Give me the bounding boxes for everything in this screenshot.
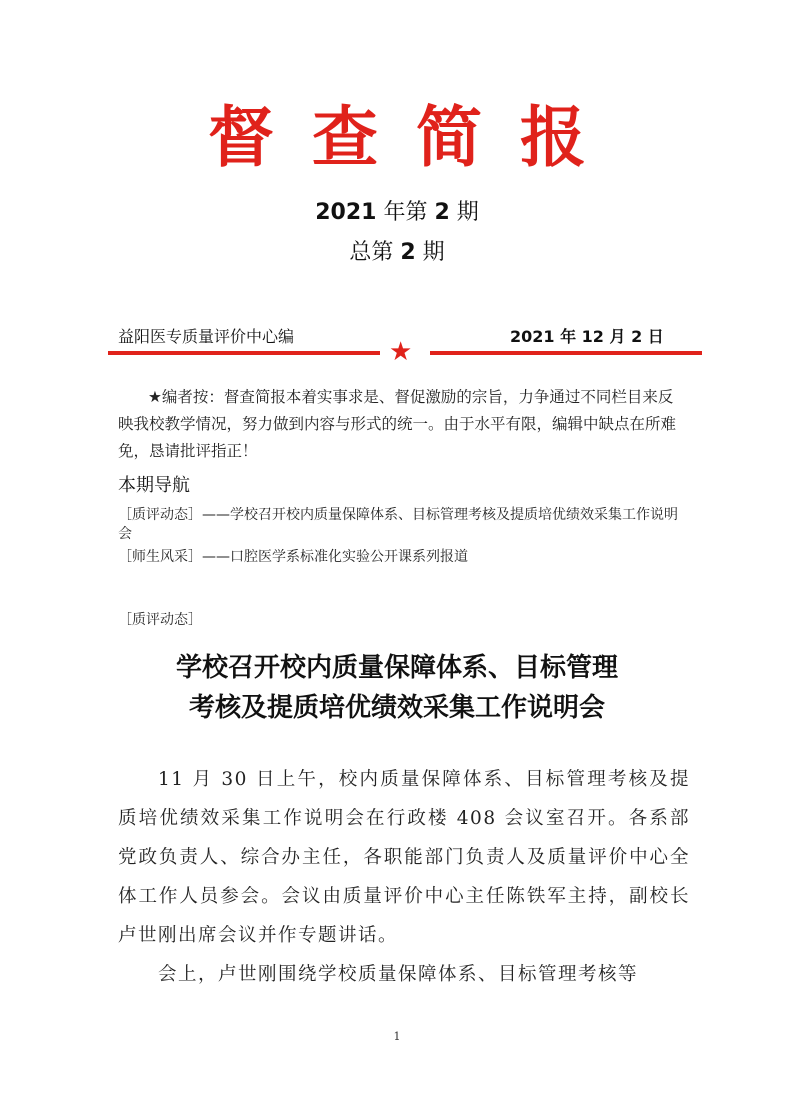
editor-name: 益阳医专质量评价中心编 bbox=[118, 327, 295, 346]
editor-note: ★编者按：督查简报本着实事求是、督促激励的宗旨，力争通过不同栏目来反映我校教学情况，努力做到内容与形式的统一。由于水平有限，编辑中缺点在所难免，恳请批评指正！ bbox=[118, 388, 677, 460]
issue-year-suffix: 年第 bbox=[383, 200, 428, 225]
guide-item: ［师生风采］——口腔医学系标准化实验公开课系列报道 bbox=[118, 549, 468, 565]
article-paragraph: 会上，卢世刚围绕学校质量保障体系、目标管理考核等 bbox=[158, 964, 639, 985]
issue-year: 2021 bbox=[315, 200, 377, 225]
total-prefix: 总第 bbox=[349, 240, 394, 265]
guide-list bbox=[118, 506, 688, 571]
article-title-line: 学校召开校内质量保障体系、目标管理 bbox=[175, 653, 618, 683]
guide-item: ［质评动态］——学校召开校内质量保障体系、目标管理考核及提质培优绩效采集工作说明会 bbox=[118, 507, 678, 542]
star-icon: ★ bbox=[389, 337, 413, 367]
guide-title: 本期导航 bbox=[118, 475, 190, 496]
issue-line bbox=[0, 198, 794, 228]
issue-date: 2021 年 12 月 2 日 bbox=[510, 327, 664, 346]
newsletter-masthead: 督查简报 bbox=[208, 99, 624, 176]
total-suffix: 期 bbox=[422, 240, 445, 265]
article-title-line: 考核及提质培优绩效采集工作说明会 bbox=[188, 693, 605, 723]
article-paragraph: 11 月 30 日上午，校内质量保障体系、目标管理考核及提质培优绩效采集工作说明会在行政楼 408 会议室召开。各系部党政负责人、综合办主任，各职能部门负责人及质量评价中心全体工作人员参会。会议由质量评价中心主任陈铁军主持，副校长卢世刚出席会议并作专题讲话。 bbox=[118, 769, 690, 946]
issue-number: 2 bbox=[434, 200, 450, 225]
page-number: 1 bbox=[393, 1030, 401, 1043]
red-divider-left bbox=[108, 351, 380, 355]
red-divider-right bbox=[430, 351, 702, 355]
issue-suffix: 期 bbox=[456, 200, 479, 225]
article-body bbox=[118, 760, 690, 994]
total-number: 2 bbox=[400, 240, 416, 265]
article-title bbox=[0, 648, 794, 728]
section-tag: ［质评动态］ bbox=[118, 612, 202, 628]
total-issue-line bbox=[0, 238, 794, 268]
